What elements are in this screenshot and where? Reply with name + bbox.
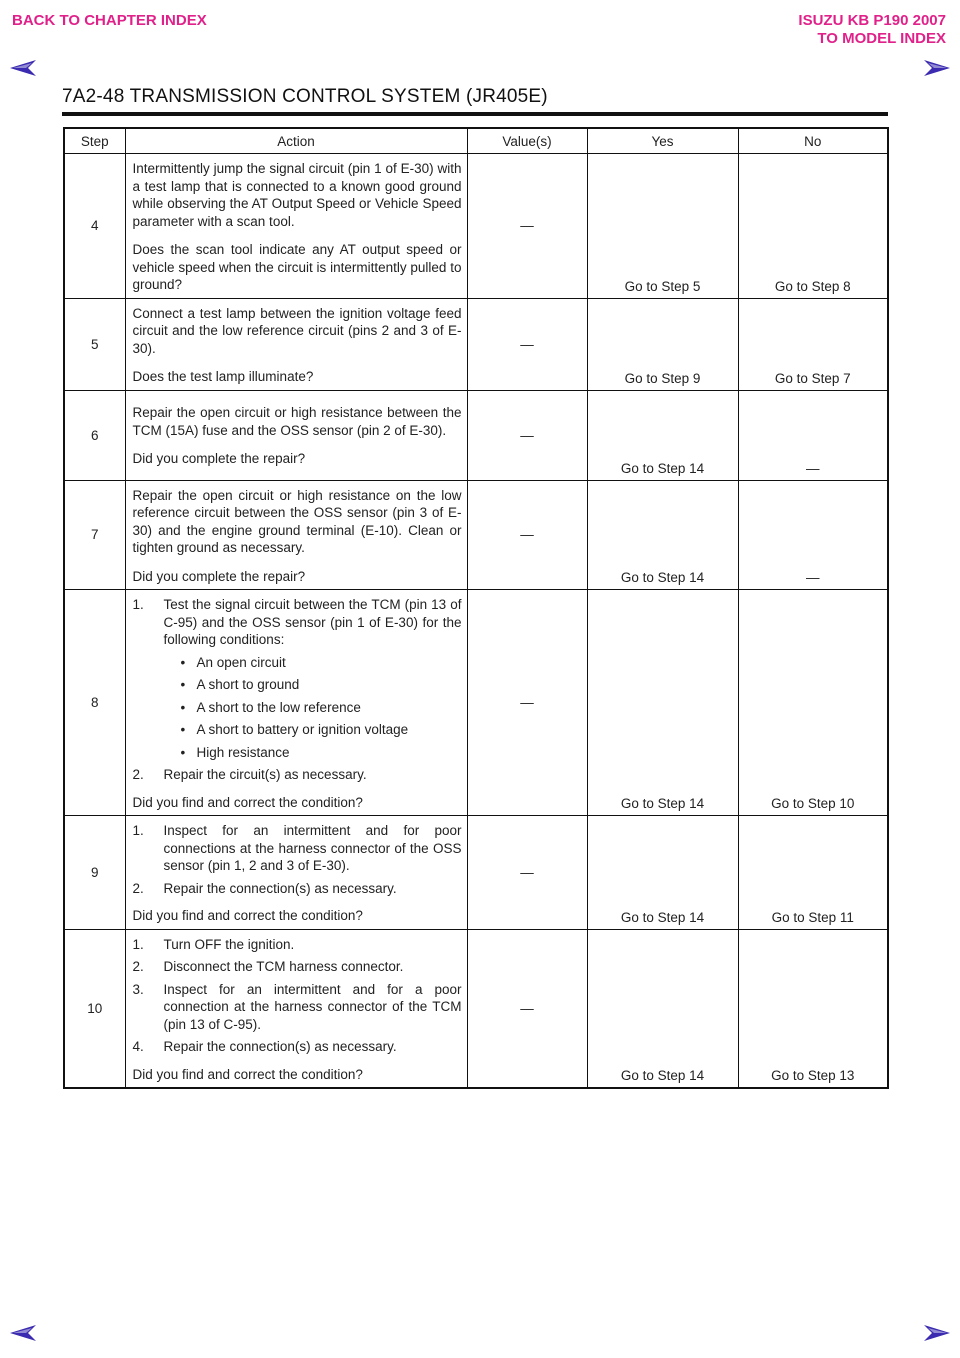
header-step: Step bbox=[64, 128, 125, 154]
step-number: 6 bbox=[64, 390, 125, 480]
previous-page-arrow-bottom-icon[interactable] bbox=[10, 1325, 36, 1341]
numbered-step bbox=[133, 936, 462, 954]
numbered-step bbox=[133, 880, 462, 898]
no-cell: — bbox=[738, 480, 888, 590]
numbered-step bbox=[133, 822, 462, 875]
yes-cell: Go to Step 14 bbox=[587, 480, 738, 590]
step-index: 4. bbox=[132, 1039, 144, 1054]
action-text: Repair the open circuit or high resistance on the low reference circuit between the OSS sensor (pin 3 of E-30) and the engine ground terminal (E-10). Clean or tighten ground as necessary. bbox=[132, 487, 462, 555]
action-cell bbox=[125, 590, 467, 816]
heading-rule bbox=[62, 112, 888, 116]
yes-cell: Go to Step 14 bbox=[587, 816, 738, 930]
next-page-arrow-icon[interactable] bbox=[924, 60, 950, 76]
action-cell bbox=[125, 929, 467, 1088]
numbered-step bbox=[133, 596, 462, 649]
header-no: No bbox=[738, 128, 888, 154]
action-text: Connect a test lamp between the ignition voltage feed circuit and the low reference circuit (pins 2 and 3 of E-30). bbox=[132, 305, 462, 356]
value-cell: — bbox=[467, 154, 587, 299]
list-item: • An open circuit bbox=[180, 654, 286, 670]
model-title-link[interactable]: ISUZU KB P190 2007 bbox=[798, 12, 946, 29]
action-cell bbox=[125, 154, 467, 299]
action-question: Does the test lamp illuminate? bbox=[132, 369, 314, 384]
yes-cell: Go to Step 14 bbox=[587, 590, 738, 816]
back-to-chapter-index-link[interactable]: BACK TO CHAPTER INDEX bbox=[12, 12, 207, 29]
bullet-icon: • bbox=[180, 699, 186, 715]
table-row bbox=[64, 154, 888, 299]
bullet-icon: • bbox=[180, 677, 186, 692]
step-index: 2. bbox=[132, 880, 144, 896]
step-number: 4 bbox=[64, 154, 125, 299]
value-cell: — bbox=[467, 298, 587, 390]
action-cell bbox=[125, 390, 467, 480]
no-cell: Go to Step 10 bbox=[738, 590, 888, 816]
table-header-row bbox=[64, 128, 888, 154]
value-cell: — bbox=[467, 480, 587, 590]
action-cell bbox=[125, 480, 467, 590]
next-page-arrow-bottom-icon[interactable] bbox=[924, 1325, 950, 1341]
numbered-step bbox=[133, 958, 462, 976]
bullet-icon: • bbox=[180, 722, 186, 737]
table-row bbox=[64, 929, 888, 1088]
value-cell: — bbox=[467, 929, 587, 1088]
table-row bbox=[64, 816, 888, 930]
numbered-step bbox=[133, 1038, 462, 1056]
step-text: Repair the circuit(s) as necessary. bbox=[163, 767, 367, 782]
table-row bbox=[64, 480, 888, 590]
action-question: Did you complete the repair? bbox=[132, 451, 306, 467]
no-cell: — bbox=[738, 390, 888, 480]
no-cell: Go to Step 8 bbox=[738, 154, 888, 299]
table-row bbox=[64, 298, 888, 390]
table-row bbox=[64, 390, 888, 480]
step-number: 8 bbox=[64, 590, 125, 816]
step-index: 3. bbox=[132, 981, 144, 997]
step-number: 5 bbox=[64, 298, 125, 390]
action-question: Does the scan tool indicate any AT output speed or vehicle speed when the circuit is intermittently pulled to ground? bbox=[132, 242, 462, 292]
value-cell: — bbox=[467, 816, 587, 930]
value-cell: — bbox=[467, 590, 587, 816]
action-question: Did you find and correct the condition? bbox=[132, 1066, 363, 1082]
header-yes: Yes bbox=[587, 128, 738, 154]
step-number: 10 bbox=[64, 929, 125, 1088]
bullet-icon: • bbox=[180, 744, 186, 760]
no-cell: Go to Step 11 bbox=[738, 816, 888, 930]
list-item: • High resistance bbox=[180, 744, 290, 760]
to-model-index-link[interactable]: TO MODEL INDEX bbox=[817, 30, 946, 47]
bullet-icon: • bbox=[180, 654, 186, 670]
yes-cell: Go to Step 9 bbox=[587, 298, 738, 390]
no-cell: Go to Step 7 bbox=[738, 298, 888, 390]
step-text: Inspect for an intermittent and for a poor connection at the harness connector of the TCM (pin 13 of C-95). bbox=[163, 981, 462, 1032]
step-text: Repair the connection(s) as necessary. bbox=[163, 1039, 397, 1054]
step-text: Turn OFF the ignition. bbox=[163, 936, 295, 952]
previous-page-arrow-icon[interactable] bbox=[10, 60, 36, 76]
step-index: 2. bbox=[132, 767, 144, 782]
step-index: 1. bbox=[132, 936, 144, 952]
yes-cell: Go to Step 5 bbox=[587, 154, 738, 299]
list-item: • A short to battery or ignition voltage bbox=[180, 722, 409, 737]
action-question: Did you find and correct the condition? bbox=[132, 794, 363, 810]
action-question: Did you find and correct the condition? bbox=[132, 908, 363, 923]
value-cell: — bbox=[467, 390, 587, 480]
action-question: Did you complete the repair? bbox=[132, 568, 306, 584]
numbered-step bbox=[133, 766, 462, 784]
diagnostic-table bbox=[63, 127, 889, 1089]
action-cell bbox=[125, 298, 467, 390]
step-index: 1. bbox=[132, 597, 144, 612]
step-number: 7 bbox=[64, 480, 125, 590]
numbered-step bbox=[133, 981, 462, 1034]
table-row bbox=[64, 590, 888, 816]
page-title: 7A2-48 TRANSMISSION CONTROL SYSTEM (JR405E) bbox=[62, 86, 548, 107]
step-text: Inspect for an intermittent and for poor connections at the harness connector of the OSS sensor (pin 1, 2 and 3 of E-30). bbox=[163, 823, 462, 873]
step-index: 1. bbox=[132, 823, 144, 838]
list-item: • A short to the low reference bbox=[180, 699, 361, 715]
yes-cell: Go to Step 14 bbox=[587, 390, 738, 480]
header-action: Action bbox=[125, 128, 467, 154]
step-index: 2. bbox=[132, 959, 144, 974]
action-cell bbox=[125, 816, 467, 930]
no-cell: Go to Step 13 bbox=[738, 929, 888, 1088]
list-item: • A short to ground bbox=[180, 677, 300, 692]
step-number: 9 bbox=[64, 816, 125, 930]
action-text: Intermittently jump the signal circuit (pin 1 of E-30) with a test lamp that is connected to a known good ground while observing the AT Output Speed or Vehicle Speed parameter with a scan tool. bbox=[132, 161, 462, 229]
step-text: Disconnect the TCM harness connector. bbox=[163, 959, 404, 974]
action-text: Repair the open circuit or high resistance between the TCM (15A) fuse and the OSS sensor (pin 2 of E-30). bbox=[132, 405, 462, 438]
step-text: Repair the connection(s) as necessary. bbox=[163, 880, 397, 896]
yes-cell: Go to Step 14 bbox=[587, 929, 738, 1088]
header-value: Value(s) bbox=[467, 128, 587, 154]
step-text: Test the signal circuit between the TCM (pin 13 of C-95) and the OSS sensor (pin 1 of E-30) for the following conditions: bbox=[163, 597, 462, 647]
condition-list bbox=[133, 654, 462, 762]
